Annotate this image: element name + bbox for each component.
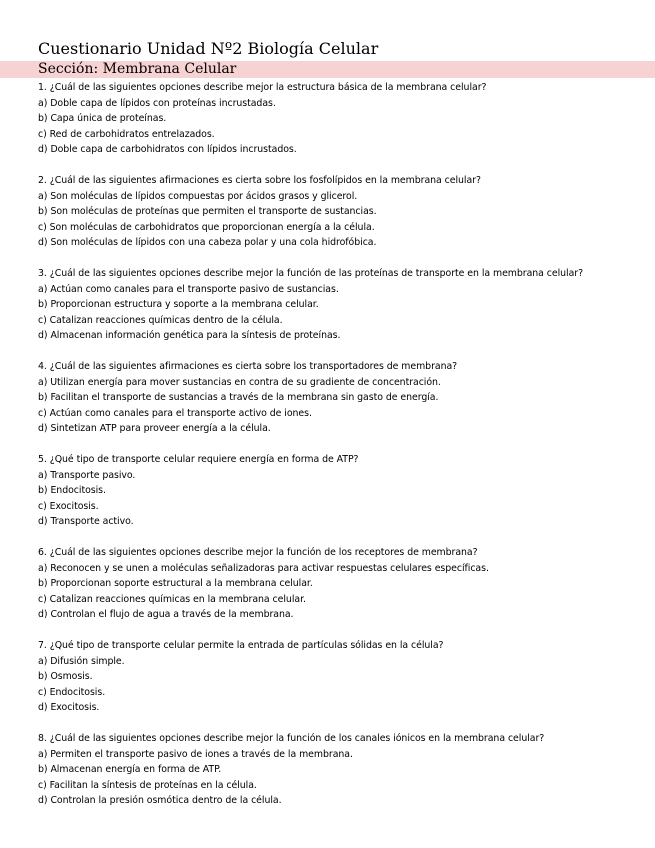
answer-option: b) Capa única de proteínas. xyxy=(38,113,167,124)
question-text: 2. ¿Cuál de las siguientes afirmaciones es cierta sobre los fosfolípidos en la membrana celular? xyxy=(38,175,481,186)
answer-option: c) Exocitosis. xyxy=(38,500,99,512)
answer-option: a) Reconocen y se unen a moléculas señalizadoras para activar respuestas celulares específicas. xyxy=(38,562,489,574)
question-text: 8. ¿Cuál de las siguientes opciones describe mejor la función de los canales iónicos en la membrana celular? xyxy=(38,733,545,744)
question-text: 3. ¿Cuál de las siguientes opciones describe mejor la función de las proteínas de transporte en la membrana celular? xyxy=(38,268,584,279)
answer-option: b) Endocitosis. xyxy=(38,485,106,496)
answer-option: d) Controlan la presión osmótica dentro de la célula. xyxy=(38,795,282,806)
answer-option: b) Facilitan el transporte de sustancias a través de la membrana sin gasto de energía. xyxy=(38,392,439,403)
answer-option: b) Proporcionan soporte estructural a la membrana celular. xyxy=(38,578,313,589)
answer-option: a) Doble capa de lípidos con proteínas incrustadas. xyxy=(38,97,276,109)
answer-option: a) Utilizan energía para mover sustancias en contra de su gradiente de concentración. xyxy=(38,376,441,388)
question-block xyxy=(38,80,648,158)
question-text: 6. ¿Cuál de las siguientes opciones describe mejor la función de los receptores de membrana? xyxy=(38,547,478,558)
section-title: Sección: Membrana Celular xyxy=(38,61,237,77)
answer-option: d) Almacenan información genética para la síntesis de proteínas. xyxy=(38,330,341,341)
answer-option: c) Son moléculas de carbohidratos que proporcionan energía a la célula. xyxy=(38,221,375,233)
answer-option: b) Son moléculas de proteínas que permiten el transporte de sustancias. xyxy=(38,206,377,217)
question-text: 4. ¿Cuál de las siguientes afirmaciones es cierta sobre los transportadores de membrana? xyxy=(38,361,458,372)
question-text: 7. ¿Qué tipo de transporte celular permite la entrada de partículas sólidas en la célula? xyxy=(38,640,444,651)
question-block xyxy=(38,731,648,809)
answer-option: b) Proporcionan estructura y soporte a la membrana celular. xyxy=(38,299,319,310)
answer-option: d) Transporte activo. xyxy=(38,516,134,527)
answer-option: c) Catalizan reacciones químicas dentro de la célula. xyxy=(38,314,283,326)
question-block xyxy=(38,266,648,344)
answer-option: d) Exocitosis. xyxy=(38,702,100,713)
answer-option: c) Red de carbohidratos entrelazados. xyxy=(38,128,215,140)
question-block xyxy=(38,173,648,251)
question-block xyxy=(38,452,648,530)
question-text: 5. ¿Qué tipo de transporte celular requiere energía en forma de ATP? xyxy=(38,454,359,465)
answer-option: d) Doble capa de carbohidratos con lípidos incrustados. xyxy=(38,144,297,155)
answer-option: d) Son moléculas de lípidos con una cabeza polar y una cola hidrofóbica. xyxy=(38,237,377,248)
question-text: 1. ¿Cuál de las siguientes opciones describe mejor la estructura básica de la membrana celular? xyxy=(38,82,487,93)
answer-option: c) Actúan como canales para el transporte activo de iones. xyxy=(38,407,312,419)
answer-option: a) Difusión simple. xyxy=(38,655,125,667)
question-block xyxy=(38,545,648,623)
answer-option: d) Sintetizan ATP para proveer energía a la célula. xyxy=(38,423,271,434)
answer-option: a) Actúan como canales para el transporte pasivo de sustancias. xyxy=(38,283,339,295)
answer-option: c) Facilitan la síntesis de proteínas en la célula. xyxy=(38,779,257,791)
question-block xyxy=(38,638,648,716)
question-list xyxy=(38,80,648,824)
answer-option: d) Controlan el flujo de agua a través de la membrana. xyxy=(38,609,294,620)
document-title: Cuestionario Unidad Nº2 Biología Celular xyxy=(38,39,379,58)
answer-option: a) Son moléculas de lípidos compuestas por ácidos grasos y glicerol. xyxy=(38,190,358,202)
question-block xyxy=(38,359,648,437)
answer-option: a) Permiten el transporte pasivo de iones a través de la membrana. xyxy=(38,748,353,760)
answer-option: c) Catalizan reacciones químicas en la membrana celular. xyxy=(38,593,306,605)
answer-option: b) Osmosis. xyxy=(38,671,93,682)
answer-option: c) Endocitosis. xyxy=(38,686,106,698)
answer-option: a) Transporte pasivo. xyxy=(38,469,136,481)
answer-option: b) Almacenan energía en forma de ATP. xyxy=(38,764,222,775)
